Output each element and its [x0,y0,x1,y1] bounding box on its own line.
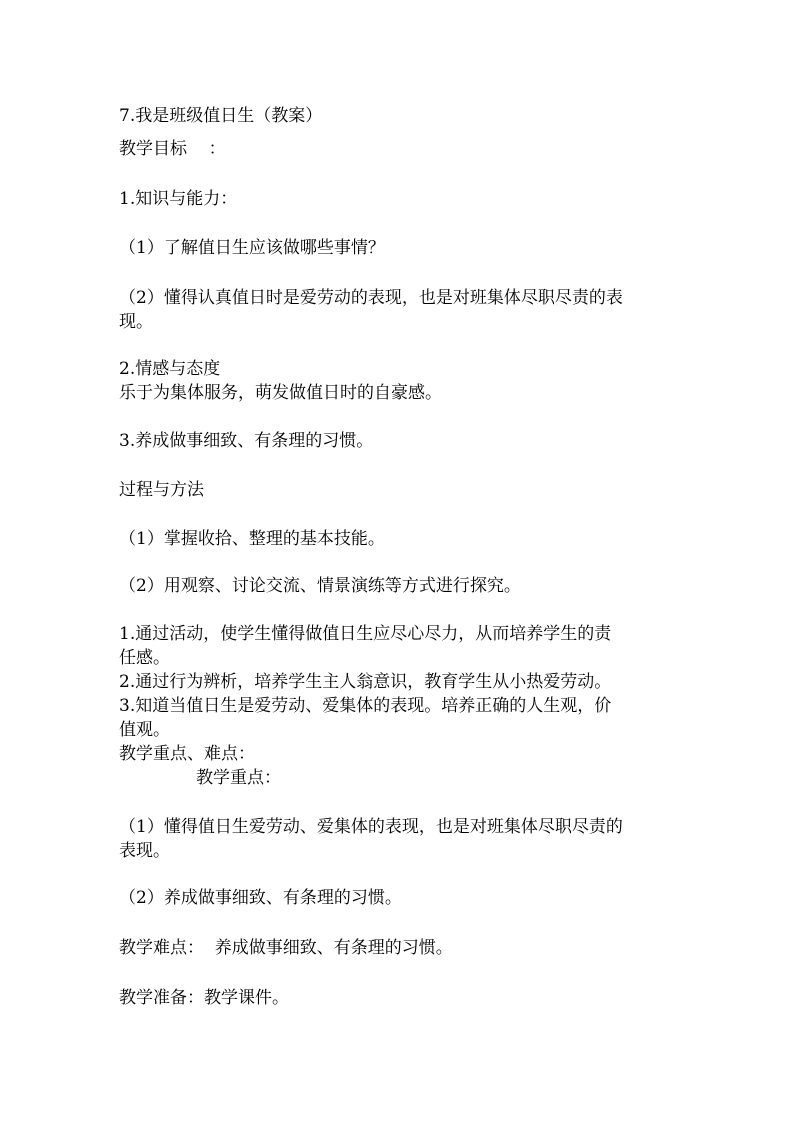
knowledge-item-2-line-1: （2）懂得认真值日时是爱劳动的表现，也是对班集体尽职尽责的表 [119,288,623,308]
knowledge-heading: 1.知识与能力： [119,189,238,209]
goal-3-line-2: 值观。 [119,720,170,740]
knowledge-item-1: （1）了解值日生应该做哪些事情？ [119,238,385,258]
goal-1-line-1: 1.通过活动，使学生懂得做值日生应尽心尽力，从而培养学生的责 [119,624,612,644]
objectives-heading: 教学目标 ： [119,139,226,159]
process-item-2: （2）用观察、讨论交流、情景演练等方式进行探究。 [119,576,521,596]
emotion-text: 乐于为集体服务，萌发做值日时的自豪感。 [119,383,442,403]
document-title: 7.我是班级值日生（教案） [119,106,323,126]
goal-2: 2.通过行为辨析，培养学生主人翁意识，教育学生从小热爱劳动。 [119,672,612,692]
emotion-heading: 2.情感与态度 [119,359,221,379]
key-points-heading: 教学重点： [196,768,281,788]
goal-1-line-2: 任感。 [119,648,170,668]
key-point-2: （2）养成做事细致、有条理的习惯。 [119,888,402,908]
knowledge-item-2-line-2: 现。 [119,312,153,332]
key-difficult-heading: 教学重点、难点： [119,744,255,764]
preparation: 教学准备：教学课件。 [119,988,289,1008]
key-point-1-line-2: 表现。 [119,841,170,861]
habit-item: 3.养成做事细致、有条理的习惯。 [119,431,374,451]
key-point-1-line-1: （1）懂得值日生爱劳动、爱集体的表现，也是对班集体尽职尽责的 [119,817,623,837]
process-item-1: （1）掌握收拾、整理的基本技能。 [119,529,385,549]
goal-3-line-1: 3.知道当值日生是爱劳动、爱集体的表现。培养正确的人生观，价 [119,696,612,716]
difficulty: 教学难点： 养成做事细致、有条理的习惯。 [119,938,453,958]
process-heading: 过程与方法 [119,480,204,500]
